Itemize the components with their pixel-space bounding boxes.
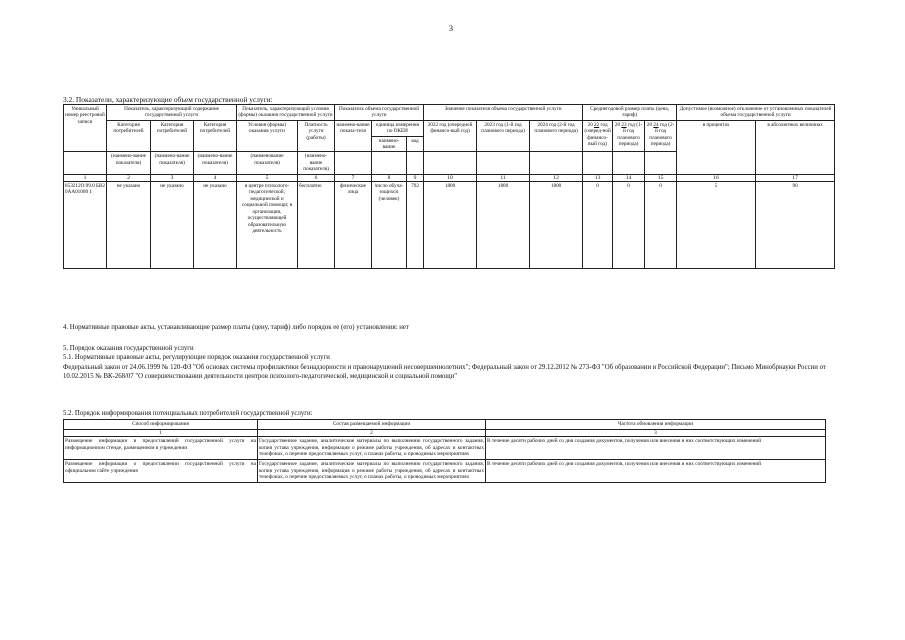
- fee-year-2-suffix: 23: [621, 121, 627, 128]
- hdr-name-4: (наименование показателя): [237, 152, 298, 174]
- table-row: [64, 459, 826, 482]
- section-5-2-title: 5.2. Порядок информирования потенциальных потребителей государственной услуги:: [63, 410, 313, 417]
- table-row: [64, 437, 826, 460]
- hdr-fee-year-3: [645, 120, 677, 152]
- hdr-name-2: (наимено-вание показателя): [151, 152, 194, 174]
- hdr-average-fee: Среднегодовой размер платы (цена, тариф): [583, 105, 677, 121]
- info-row-1-method: Размещение информации в предоставлений государственной услуги на информационном стенде, размещенном в учреждении: [64, 437, 258, 460]
- col-number: 7: [335, 174, 372, 181]
- col-number: 3: [486, 429, 826, 437]
- fee-year-3-prefix: 20: [646, 121, 653, 128]
- col-number: 2: [107, 174, 151, 181]
- row-registry-code: 853212О.99.0 БВ20АА01000 1: [64, 182, 107, 269]
- col-number: 17: [756, 174, 835, 181]
- fee-year-1-note: год (очеред-ной финансо-вый год): [584, 121, 611, 148]
- hdr-unit-okei: единица измерения по ОКЕИ: [372, 120, 424, 136]
- row-unit-code: 792: [407, 182, 424, 269]
- row-fee-2023: 0: [613, 182, 645, 269]
- col-number: 8: [372, 174, 407, 181]
- hdr-payment: Платность услуги (работы): [298, 120, 335, 152]
- hdr-volume-indicator: Показатель объема государственной услуги: [335, 105, 424, 121]
- row-payment: бесплатно: [298, 182, 335, 269]
- hdr-indicator-name: наимено-вание показа-теля: [335, 120, 372, 152]
- hdr-fee-year-2: [613, 120, 645, 152]
- hdr-year-2023: 2023 год (1-й год планового периода): [477, 120, 530, 152]
- hdr-allowed-deviation: Допустимое (возможное) отклонение от установленных показателей объема государственной услуги: [677, 105, 835, 121]
- section-5-title: 5. Порядок оказания государственной услуги: [63, 345, 194, 352]
- row-value-2024: 1800: [530, 182, 583, 269]
- hdr-category-1: Категория потребителей: [107, 120, 151, 152]
- row-value-2023: 1800: [477, 182, 530, 269]
- col-number: 13: [583, 174, 613, 181]
- col-number: 6: [298, 174, 335, 181]
- page-number: 3: [449, 24, 453, 33]
- row-category-1: не указано: [107, 182, 151, 269]
- section-5-1-laws: Федеральный закон от 24.06.1999 № 120-ФЗ "Об основах системы профилактики безнадзорности и правонарушений несовершеннолетних"; Федеральный закон от 29.12.2012 № 273-ФЗ "Об образовании в Российской Федерации"; Письмо Минобрнауки России от 10.02.2015 № ВК-268/07 "О совершенствовании деятельности центров психолого-педагогической, медицинской и социальной помощи": [63, 364, 826, 380]
- col-number: 10: [424, 174, 477, 181]
- row-category-3: не указано: [194, 182, 237, 269]
- row-fee-2024: 0: [645, 182, 677, 269]
- hdr-volume-values: Значение показателя объема государственной услуги: [424, 105, 583, 121]
- col-number: 4: [194, 174, 237, 181]
- hdr-service-form: Условия (формы) оказания услуги: [237, 120, 298, 152]
- hdr-registry-number: Уникальный номер реестровой записи: [64, 105, 107, 152]
- row-service-form: в центре психолого-педагогической, медицинской и социальной помощи; в организации, осуществляющей образовательную деятельность: [237, 182, 298, 269]
- row-category-2: не указано: [151, 182, 194, 269]
- section-3-2-title: 3.2. Показатели, характеризующие объем государственной услуги:: [63, 95, 273, 104]
- info-row-1-content: Государственное задание, аналитические материалы по выполнению государственного задания, копия устава учреждения, информация о режиме работы учреждения, об адресах и контактных телефонах, о перечне предоставляемых услуг, о планах работы, о проводимых мероприятиях: [258, 437, 486, 460]
- col-number: 16: [677, 174, 756, 181]
- col-number: 15: [645, 174, 677, 181]
- info-row-2-frequency: В течение десяти рабочих дней со дня создания документов, получения или внесения в них соответствующих изменений: [486, 459, 826, 482]
- section-4-text: 4. Нормативные правовые акты, устанавливающие размер платы (цену, тариф) либо порядок ее (его) установления: нет: [63, 324, 409, 331]
- fee-year-3-note: год (2-й год планового периода): [649, 121, 675, 148]
- section-5-1-title: 5.1. Нормативные правовые акты, регулирующие порядок оказания государственной услуги: [63, 354, 330, 361]
- col-number: 11: [477, 174, 530, 181]
- row-value-2022: 1800: [424, 182, 477, 269]
- info-header-content: Состав размещаемой информации: [258, 420, 486, 430]
- hdr-content-indicator: Показатель, характеризующий содержание государственной услуги: [107, 105, 237, 121]
- hdr-name-1: (наимено-вание показателя): [107, 152, 151, 174]
- info-header-frequency: Частота обновления информации: [486, 420, 826, 430]
- row-fee-2022: 0: [583, 182, 613, 269]
- col-number: 3: [151, 174, 194, 181]
- fee-year-3-suffix: 24: [653, 121, 659, 128]
- fee-year-2-note: год (1-й год планового периода): [617, 121, 643, 148]
- hdr-deviation-absolute: в абсолютных величинах: [756, 120, 835, 174]
- hdr-unit-name: наимено-вание: [372, 136, 407, 152]
- hdr-year-2022: 2022 год (очередной финансо-вый год): [424, 120, 477, 152]
- info-row-2-method: Размещение информации о предоставлении государственной услуги на официальном сайте учреждения: [64, 459, 258, 482]
- hdr-name-3: (наимено-вание показателя): [194, 152, 237, 174]
- info-header-method: Способ информирования: [64, 420, 258, 430]
- fee-year-1-suffix: 22: [594, 121, 600, 128]
- col-number: 12: [530, 174, 583, 181]
- fee-year-2-prefix: 20: [614, 121, 621, 128]
- hdr-year-2024: 2024 год (2-й год планового периода): [530, 120, 583, 152]
- hdr-name-5: (наимено-вание показателя): [298, 152, 335, 174]
- col-number: 5: [237, 174, 298, 181]
- col-number: 1: [64, 429, 258, 437]
- hdr-deviation-percent: в процентах: [677, 120, 756, 174]
- col-number: 14: [613, 174, 645, 181]
- col-number: 9: [407, 174, 424, 181]
- hdr-category-3: Категория потребителей: [194, 120, 237, 152]
- table-row: [64, 182, 835, 269]
- col-number: 1: [64, 174, 107, 181]
- info-row-1-frequency: В течение десяти рабочих дней со дня создания документов, получения или внесения в них соответствующих изменений: [486, 437, 826, 460]
- row-indicator-name: физические лица: [335, 182, 372, 269]
- information-table: [63, 419, 826, 483]
- row-deviation-percent: 5: [677, 182, 756, 269]
- row-unit-name: число обуча-ющихся (человек): [372, 182, 407, 269]
- hdr-fee-year-1: [583, 120, 613, 152]
- info-row-2-content: Государственное задание, аналитические материалы по выполнению государственного задания, копия устава учреждения, информация о режиме работы учреждения, об адресах и контактных телефонах, о перечне предоставляемых услуг, о планах работы, о проводимых мероприятиях: [258, 459, 486, 482]
- fee-year-1-prefix: 20: [587, 121, 593, 128]
- volume-indicators-table: [63, 104, 835, 269]
- row-deviation-absolute: 90: [756, 182, 835, 269]
- hdr-unit-code: код: [407, 136, 424, 152]
- hdr-conditions-indicator: Показатель, характеризующий условия (формы) оказания государственной услуги: [238, 106, 333, 119]
- col-number: 2: [258, 429, 486, 437]
- hdr-category-2: Категория потребителей: [151, 120, 194, 152]
